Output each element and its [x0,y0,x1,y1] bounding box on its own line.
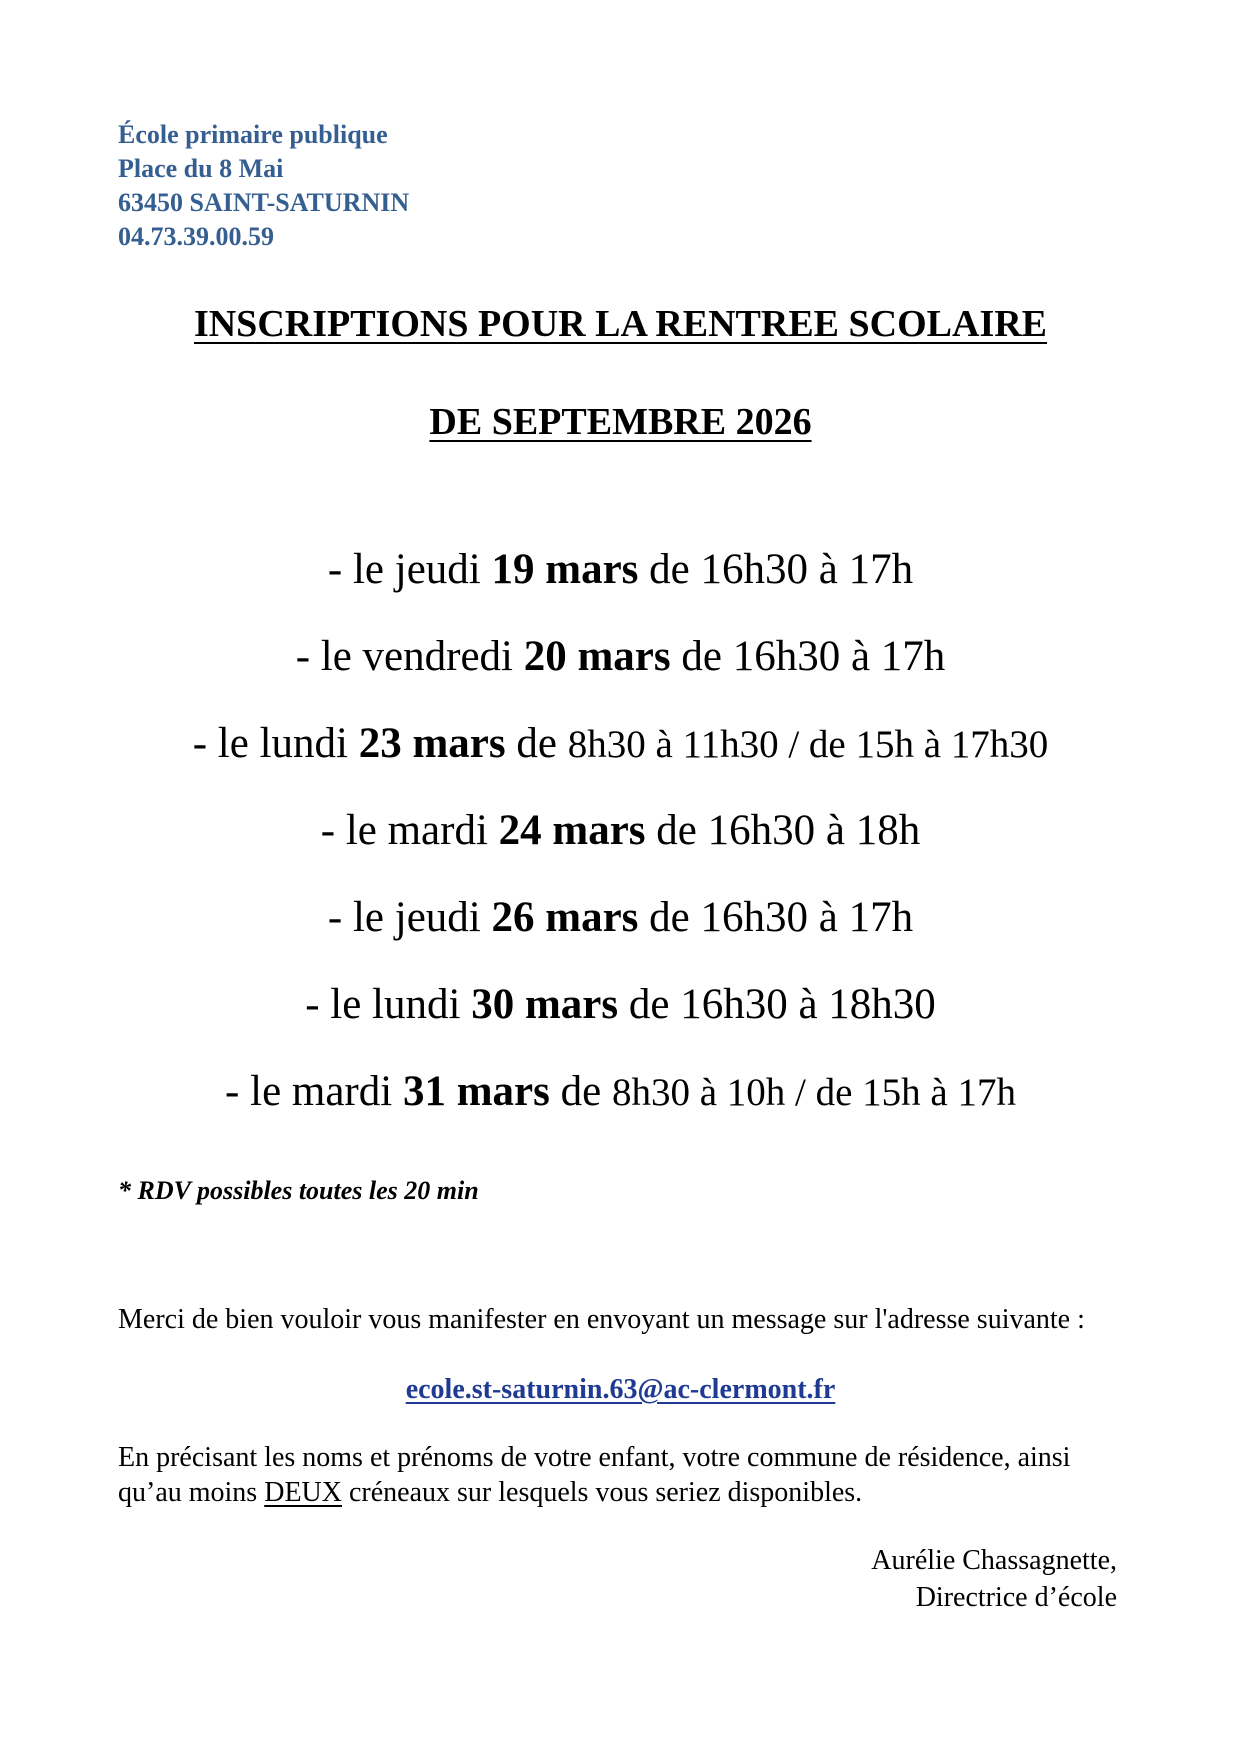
schedule-times: 16h30 à 18h [707,807,921,854]
email-address [0,1374,1241,1406]
details-text-emphasis: DEUX [264,1477,342,1508]
schedule-day: - le vendredi [295,633,524,680]
signature-block [871,1542,1117,1616]
appointment-note: * RDV possibles toutes les 20 min [118,1176,479,1205]
school-phone: 04.73.39.00.59 [118,222,274,251]
schedule-item [0,540,1241,627]
schedule-de: de [505,720,568,767]
schedule-date: 26 mars [491,894,639,941]
school-address [118,118,409,254]
schedule-date: 31 mars [402,1068,550,1115]
school-name: École primaire publique [118,120,388,149]
schedule-day: - le jeudi [327,546,492,593]
schedule-date: 24 mars [498,807,646,854]
schedule-date: 19 mars [491,546,639,593]
school-city: 63450 SAINT-SATURNIN [118,188,410,217]
schedule-de: de [638,894,701,941]
schedule-de: de [645,807,708,854]
schedule-times: 16h30 à 18h30 [680,981,936,1028]
schedule-times: 16h30 à 17h [700,894,914,941]
schedule-times: 16h30 à 17h [732,633,946,680]
details-text-before: En précisant les noms et prénoms de votre enfant, votre commune de résidence, ainsi qu’au moins [118,1442,1071,1508]
signature-role: Directrice d’école [915,1582,1117,1613]
schedule-times: 8h30 à 10h / de 15h à 17h [611,1071,1016,1114]
contact-instructions: Merci de bien vouloir vous manifester en envoyant un message sur l'adresse suivante : [118,1304,1085,1335]
schedule-times: 16h30 à 17h [700,546,914,593]
schedule-date: 23 mars [358,720,506,767]
schedule-day: - le mardi [320,807,499,854]
email-link[interactable]: ecole.st-saturnin.63@ac-clermont.fr [405,1374,836,1405]
schedule-de: de [549,1068,612,1115]
schedule-day: - le lundi [192,720,359,767]
schedule-de: de [618,981,681,1028]
school-street: Place du 8 Mai [118,154,284,183]
schedule-de: de [670,633,733,680]
schedule-item [0,975,1241,1062]
schedule-de: de [638,546,701,593]
schedule-item [0,1062,1241,1149]
schedule-date: 20 mars [523,633,671,680]
schedule-item [0,801,1241,888]
schedule-item [0,714,1241,801]
details-instructions [118,1440,1118,1510]
page-title-line-1: INSCRIPTIONS POUR LA RENTREE SCOLAIRE [193,303,1048,345]
schedule-date: 30 mars [471,981,619,1028]
page-title-line-2: DE SEPTEMBRE 2026 [429,401,812,443]
schedule-list [0,540,1241,1149]
schedule-times: 8h30 à 11h30 / de 15h à 17h30 [567,723,1049,766]
details-text-after: créneaux sur lesquels vous seriez disponibles. [341,1477,863,1508]
schedule-item [0,888,1241,975]
signature-name: Aurélie Chassagnette, [871,1545,1117,1576]
schedule-item [0,627,1241,714]
schedule-day: - le jeudi [327,894,492,941]
schedule-day: - le lundi [305,981,472,1028]
schedule-day: - le mardi [225,1068,403,1115]
